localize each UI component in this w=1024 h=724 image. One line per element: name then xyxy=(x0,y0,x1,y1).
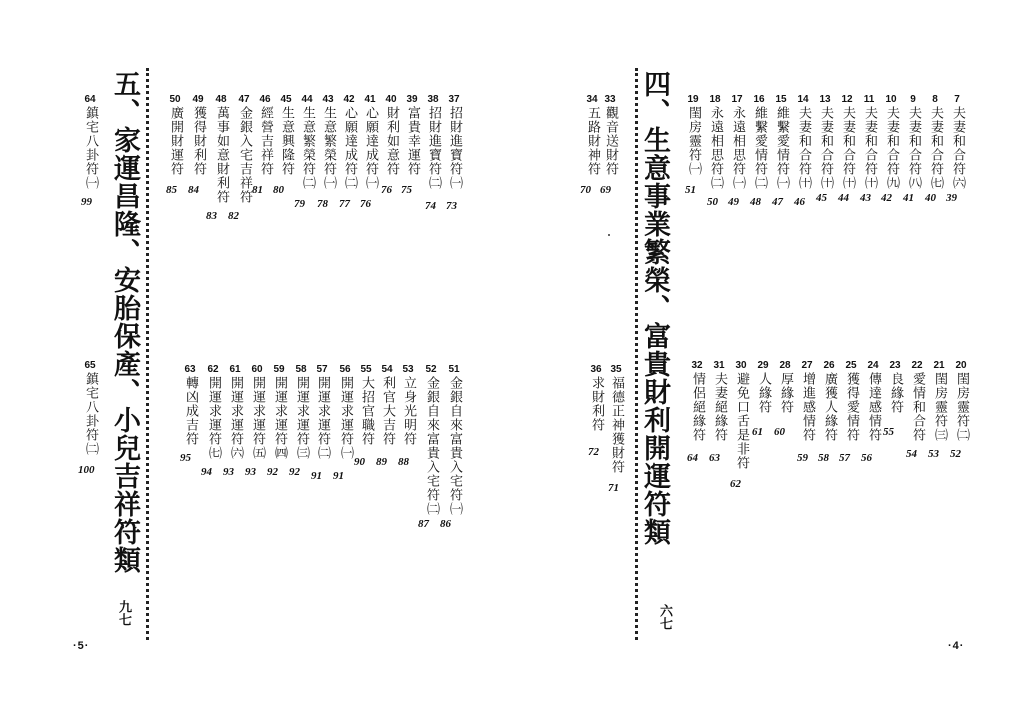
toc-entry xyxy=(905,94,921,190)
entry-title: 愛情和合符 xyxy=(910,372,925,442)
toc-entry xyxy=(773,94,789,190)
page-number: 43 xyxy=(860,192,871,204)
entry-number: 54 xyxy=(381,364,393,375)
left-page-mark: ·5· xyxy=(73,640,90,652)
left-divider-line xyxy=(146,68,149,640)
entry-title: 生意繁榮符㈡ xyxy=(300,106,315,190)
entry-number: 20 xyxy=(955,360,967,371)
page-number: 62 xyxy=(730,478,741,490)
toc-entry xyxy=(446,94,462,190)
entry-title: 開運求運符㈤ xyxy=(250,376,265,460)
page-number: 94 xyxy=(201,466,212,478)
entry-number: 63 xyxy=(184,364,196,375)
page-number: 55 xyxy=(883,426,894,438)
right-folio: 六七 xyxy=(657,604,672,630)
left-folio: 九七 xyxy=(116,600,131,626)
entry-title: 心願達成符㈠ xyxy=(363,106,378,190)
entry-number: 55 xyxy=(360,364,372,375)
page-number: 73 xyxy=(446,200,457,212)
entry-title: 鎮宅八卦符㈡ xyxy=(83,372,98,456)
entry-number: 9 xyxy=(910,94,916,105)
entry-title: 廣獲人緣符 xyxy=(822,372,837,442)
entry-title: 利官大吉符 xyxy=(380,376,395,446)
entry-number: 7 xyxy=(954,94,960,105)
toc-entry xyxy=(755,360,771,414)
page-number: 50 xyxy=(707,196,718,208)
entry-title: 開運求運符㈣ xyxy=(272,376,287,460)
page-number: 72 xyxy=(588,446,599,458)
entry-number: 51 xyxy=(448,364,460,375)
toc-entry xyxy=(404,94,420,176)
toc-entry xyxy=(358,364,374,446)
toc-entry xyxy=(799,360,815,442)
page-number: 69 xyxy=(600,184,611,196)
entry-number: 64 xyxy=(84,94,96,105)
entry-number: 45 xyxy=(280,94,292,105)
page-number: 76 xyxy=(381,184,392,196)
entry-title: 維繫愛情符㈠ xyxy=(774,106,789,190)
page-number: 53 xyxy=(928,448,939,460)
entry-title: 生意繁榮符㈠ xyxy=(321,106,336,190)
toc-entry xyxy=(337,364,353,460)
entry-title: 閨房靈符㈠ xyxy=(686,106,701,176)
toc-entry xyxy=(227,364,243,460)
entry-title: 增進感情符 xyxy=(800,372,815,442)
entry-title: 大招官職符 xyxy=(359,376,374,446)
toc-entry xyxy=(733,360,749,470)
entry-title: 開運求運符㈦ xyxy=(206,376,221,460)
page-number: 83 xyxy=(206,210,217,222)
page-number: 75 xyxy=(401,184,412,196)
entry-title: 金銀自來富貴入宅符㈡ xyxy=(424,376,439,516)
page-number: 93 xyxy=(245,466,256,478)
entry-number: 13 xyxy=(819,94,831,105)
entry-title: 招財進寶符㈠ xyxy=(447,106,462,190)
entry-title: 經營吉祥符 xyxy=(258,106,273,176)
entry-number: 48 xyxy=(215,94,227,105)
entry-title: 良緣符 xyxy=(888,372,903,414)
toc-entry xyxy=(931,360,947,442)
toc-entry xyxy=(887,360,903,414)
page-number: 88 xyxy=(398,456,409,468)
page-number: 57 xyxy=(839,452,850,464)
page-number: 59 xyxy=(797,452,808,464)
entry-title: 夫妻和合符㈧ xyxy=(906,106,921,190)
page-number: 42 xyxy=(881,192,892,204)
entry-number: 12 xyxy=(841,94,853,105)
page-number: 70 xyxy=(580,184,591,196)
toc-entry xyxy=(777,360,793,414)
toc-entry xyxy=(843,360,859,442)
page-number: 71 xyxy=(608,482,619,494)
entry-title: 夫妻和合符㈩ xyxy=(862,106,877,190)
page-number: 39 xyxy=(946,192,957,204)
page-number: 76 xyxy=(360,198,371,210)
entry-title: 維繫愛情符㈡ xyxy=(752,106,767,190)
entry-title: 立身光明符 xyxy=(401,376,416,446)
entry-title: 避免口舌是非符 xyxy=(734,372,749,470)
page-number: 64 xyxy=(687,452,698,464)
entry-title: 招財進寶符㈡ xyxy=(426,106,441,190)
page-number: 78 xyxy=(317,198,328,210)
toc-entry xyxy=(293,364,309,460)
toc-entry xyxy=(817,94,833,190)
page-number: 49 xyxy=(728,196,739,208)
toc-entry xyxy=(883,94,899,190)
entry-title: 閨房靈符㈢ xyxy=(932,372,947,442)
page-number: 89 xyxy=(376,456,387,468)
entry-number: 36 xyxy=(590,364,602,375)
page-number: 51 xyxy=(685,184,696,196)
entry-title: 開運求運符㈠ xyxy=(338,376,353,460)
page-number: 99 xyxy=(81,196,92,208)
entry-number: 14 xyxy=(797,94,809,105)
entry-number: 22 xyxy=(911,360,923,371)
entry-title: 閨房靈符㈡ xyxy=(954,372,969,442)
entry-title: 情侶絕緣符 xyxy=(690,372,705,442)
entry-number: 50 xyxy=(169,94,181,105)
toc-entry xyxy=(446,364,462,516)
entry-number: 26 xyxy=(823,360,835,371)
page-number: 85 xyxy=(166,184,177,196)
entry-number: 43 xyxy=(322,94,334,105)
page-number: 84 xyxy=(188,184,199,196)
entry-number: 18 xyxy=(709,94,721,105)
entry-number: 19 xyxy=(687,94,699,105)
page-number: 63 xyxy=(709,452,720,464)
entry-title: 夫妻和合符㈦ xyxy=(928,106,943,190)
toc-entry xyxy=(685,94,701,176)
page-number: 47 xyxy=(772,196,783,208)
page-number: 48 xyxy=(750,196,761,208)
entry-number: 58 xyxy=(295,364,307,375)
entry-title: 永遠相思符㈠ xyxy=(730,106,745,190)
entry-title: 廣開財運符 xyxy=(168,106,183,176)
toc-entry xyxy=(271,364,287,460)
toc-entry xyxy=(314,364,330,460)
toc-entry xyxy=(379,364,395,446)
entry-title: 夫妻和合符㈩ xyxy=(796,106,811,190)
page-number: 92 xyxy=(289,466,300,478)
entry-number: 41 xyxy=(364,94,376,105)
page-number: 80 xyxy=(273,184,284,196)
toc-entry xyxy=(602,94,618,176)
entry-title: 人緣符 xyxy=(756,372,771,414)
right-section-heading: 四、生意事業繁榮、富貴財利開運符類 xyxy=(639,70,670,546)
page-number: 46 xyxy=(794,196,805,208)
entry-number: 65 xyxy=(84,360,96,371)
entry-number: 23 xyxy=(889,360,901,371)
page-number: 40 xyxy=(925,192,936,204)
entry-title: 富貴幸運符 xyxy=(405,106,420,176)
toc-entry xyxy=(795,94,811,190)
entry-title: 福德正神獲財符 xyxy=(609,376,624,474)
toc-entry xyxy=(213,94,229,204)
entry-title: 求財利符 xyxy=(589,376,604,432)
toc-entry xyxy=(821,360,837,442)
toc-entry xyxy=(949,94,965,190)
entry-number: 21 xyxy=(933,360,945,371)
toc-entry xyxy=(861,94,877,190)
toc-entry xyxy=(865,360,881,442)
entry-number: 59 xyxy=(273,364,285,375)
toc-entry xyxy=(299,94,315,190)
toc-entry xyxy=(751,94,767,190)
entry-title: 生意興隆符 xyxy=(279,106,294,176)
entry-title: 厚緣符 xyxy=(778,372,793,414)
toc-entry xyxy=(383,94,399,176)
entry-number: 62 xyxy=(207,364,219,375)
toc-entry xyxy=(425,94,441,190)
entry-title: 傳達感情符 xyxy=(866,372,881,442)
toc-entry xyxy=(249,364,265,460)
entry-number: 42 xyxy=(343,94,355,105)
entry-number: 46 xyxy=(259,94,271,105)
entry-title: 夫妻絕緣符 xyxy=(712,372,727,442)
entry-title: 獲得財利符 xyxy=(191,106,206,176)
toc-entry xyxy=(362,94,378,190)
toc-entry xyxy=(167,94,183,176)
page-number: 82 xyxy=(228,210,239,222)
entry-number: 40 xyxy=(385,94,397,105)
entry-number: 47 xyxy=(238,94,250,105)
entry-title: 開運求運符㈡ xyxy=(315,376,330,460)
toc-entry xyxy=(729,94,745,190)
right-page-mark: ·4· xyxy=(948,640,965,652)
entry-title: 夫妻和合符㈨ xyxy=(884,106,899,190)
toc-entry xyxy=(257,94,273,176)
page-number: 100 xyxy=(78,464,95,476)
entry-title: 獲得愛情符 xyxy=(844,372,859,442)
entry-title: 金銀入宅吉祥符 xyxy=(237,106,252,204)
entry-title: 夫妻和合符㈥ xyxy=(950,106,965,190)
entry-number: 15 xyxy=(775,94,787,105)
entry-number: 17 xyxy=(731,94,743,105)
toc-entry xyxy=(839,94,855,190)
entry-title: 鎮宅八卦符㈠ xyxy=(83,106,98,190)
page-number: 91 xyxy=(311,470,322,482)
entry-number: 11 xyxy=(863,94,875,105)
entry-number: 34 xyxy=(586,94,598,105)
page-number: 45 xyxy=(816,192,827,204)
toc-entry xyxy=(909,360,925,442)
entry-title: 心願達成符㈡ xyxy=(342,106,357,190)
entry-number: 28 xyxy=(779,360,791,371)
entry-number: 61 xyxy=(229,364,241,375)
entry-number: 44 xyxy=(301,94,313,105)
page-number: 95 xyxy=(180,452,191,464)
entry-number: 8 xyxy=(932,94,938,105)
entry-title: 五路財神符 xyxy=(585,106,600,176)
page-number: 90 xyxy=(354,456,365,468)
page-number: 54 xyxy=(906,448,917,460)
entry-title: 觀音送財符 xyxy=(603,106,618,176)
page-number: 81 xyxy=(252,184,263,196)
entry-title: 萬事如意財利符 xyxy=(214,106,229,204)
entry-number: 32 xyxy=(691,360,703,371)
entry-number: 27 xyxy=(801,360,813,371)
entry-number: 52 xyxy=(425,364,437,375)
entry-title: 轉凶成吉符 xyxy=(183,376,198,446)
entry-number: 16 xyxy=(753,94,765,105)
entry-title: 財利如意符 xyxy=(384,106,399,176)
page-number: 58 xyxy=(818,452,829,464)
entry-number: 60 xyxy=(251,364,263,375)
toc-entry xyxy=(608,364,624,474)
page-number: 92 xyxy=(267,466,278,478)
toc-entry xyxy=(588,364,604,432)
toc-entry xyxy=(182,364,198,446)
entry-number: 24 xyxy=(867,360,879,371)
toc-entry xyxy=(82,360,98,456)
page-number: 44 xyxy=(838,192,849,204)
toc-entry xyxy=(341,94,357,190)
toc-entry xyxy=(707,94,723,190)
entry-number: 35 xyxy=(610,364,622,375)
entry-number: 53 xyxy=(402,364,414,375)
entry-number: 37 xyxy=(448,94,460,105)
toc-entry xyxy=(400,364,416,446)
entry-number: 38 xyxy=(427,94,439,105)
entry-title: 金銀自來富貴入宅符㈠ xyxy=(447,376,462,516)
toc-entry xyxy=(82,94,98,190)
toc-entry xyxy=(320,94,336,190)
page-number: 87 xyxy=(418,518,429,530)
page-number: 79 xyxy=(294,198,305,210)
entry-title: 開運求運符㈥ xyxy=(228,376,243,460)
toc-entry xyxy=(278,94,294,176)
toc-entry xyxy=(584,94,600,176)
entry-title: 永遠相思符㈡ xyxy=(708,106,723,190)
entry-number: 25 xyxy=(845,360,857,371)
entry-number: 10 xyxy=(885,94,897,105)
page-number: 77 xyxy=(339,198,350,210)
entry-number: 49 xyxy=(192,94,204,105)
entry-number: 30 xyxy=(735,360,747,371)
toc-entry xyxy=(236,94,252,204)
toc-entry xyxy=(205,364,221,460)
page-number: 52 xyxy=(950,448,961,460)
page-number: 86 xyxy=(440,518,451,530)
page-number: 61 xyxy=(752,426,763,438)
dot-mark xyxy=(608,234,610,236)
page-number: 60 xyxy=(774,426,785,438)
entry-number: 31 xyxy=(713,360,725,371)
page-number: 91 xyxy=(333,470,344,482)
toc-entry xyxy=(711,360,727,442)
entry-number: 39 xyxy=(406,94,418,105)
toc-entry xyxy=(953,360,969,442)
entry-number: 56 xyxy=(339,364,351,375)
toc-entry xyxy=(689,360,705,442)
left-section-heading: 五、家運昌隆、安胎保產、小兒吉祥符類 xyxy=(109,70,140,574)
toc-entry xyxy=(927,94,943,190)
entry-number: 33 xyxy=(604,94,616,105)
page-number: 41 xyxy=(903,192,914,204)
page-number: 56 xyxy=(861,452,872,464)
entry-number: 29 xyxy=(757,360,769,371)
right-page xyxy=(512,0,1024,724)
entry-title: 夫妻和合符㈩ xyxy=(818,106,833,190)
entry-title: 夫妻和合符㈩ xyxy=(840,106,855,190)
entry-title: 開運求運符㈢ xyxy=(294,376,309,460)
page-number: 93 xyxy=(223,466,234,478)
toc-entry xyxy=(190,94,206,176)
page-number: 74 xyxy=(425,200,436,212)
toc-entry xyxy=(423,364,439,516)
entry-number: 57 xyxy=(316,364,328,375)
